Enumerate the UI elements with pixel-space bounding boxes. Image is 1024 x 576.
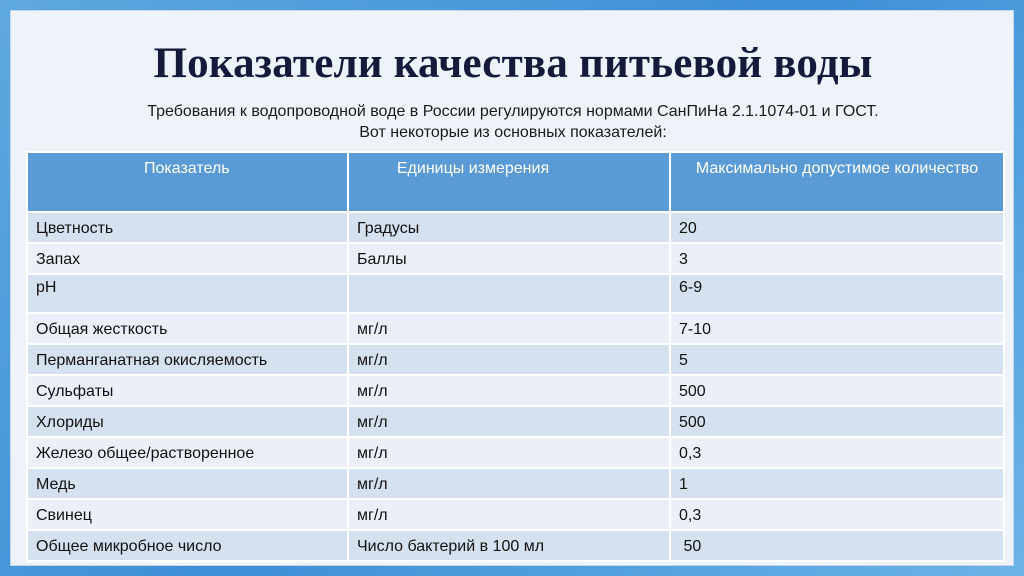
table-row	[27, 344, 1004, 375]
cell-max: 500	[670, 406, 1004, 437]
cell-units: Баллы	[348, 243, 670, 274]
table-row	[27, 468, 1004, 499]
cell-indicator: Сульфаты	[27, 375, 348, 406]
table-header-row	[27, 152, 1004, 212]
cell-max: 500	[670, 375, 1004, 406]
table-row	[27, 406, 1004, 437]
table-row	[27, 313, 1004, 344]
cell-indicator: Запах	[27, 243, 348, 274]
cell-indicator: Медь	[27, 468, 348, 499]
cell-max: 3	[670, 243, 1004, 274]
cell-units	[348, 274, 670, 313]
cell-indicator: pH	[27, 274, 348, 313]
table-row	[27, 530, 1004, 561]
cell-units: мг/л	[348, 344, 670, 375]
cell-max: 20	[670, 212, 1004, 243]
cell-max: 1	[670, 468, 1004, 499]
cell-units: мг/л	[348, 313, 670, 344]
cell-units: Число бактерий в 100 мл	[348, 530, 670, 561]
cell-indicator: Хлориды	[27, 406, 348, 437]
cell-units: мг/л	[348, 499, 670, 530]
cell-units: мг/л	[348, 437, 670, 468]
table-row	[27, 437, 1004, 468]
cell-units: Градусы	[348, 212, 670, 243]
subtitle-line-2: Вот некоторые из основных показателей:	[359, 124, 667, 141]
cell-indicator: Железо общее/растворенное	[27, 437, 348, 468]
cell-max: 5	[670, 344, 1004, 375]
cell-indicator: Общая жесткость	[27, 313, 348, 344]
subtitle-line-1: Требования к водопроводной воде в России регулируются нормами СанПиНа 2.1.1074-01 и ГОСТ.	[147, 103, 879, 120]
water-quality-table	[26, 151, 1005, 562]
cell-max: 7-10	[670, 313, 1004, 344]
cell-indicator: Свинец	[27, 499, 348, 530]
cell-units: мг/л	[348, 468, 670, 499]
cell-units: мг/л	[348, 375, 670, 406]
header-max-amount: Максимально допустимое количество	[670, 152, 1004, 212]
cell-max: 50	[670, 530, 1004, 561]
table-row	[27, 243, 1004, 274]
page-title: Показатели качества питьевой воды	[153, 40, 873, 87]
table-row	[27, 212, 1004, 243]
table-row	[27, 274, 1004, 313]
cell-max: 0,3	[670, 437, 1004, 468]
cell-units: мг/л	[348, 406, 670, 437]
cell-indicator: Общее микробное число	[27, 530, 348, 561]
table-row	[27, 375, 1004, 406]
cell-indicator: Перманганатная окисляемость	[27, 344, 348, 375]
cell-max: 6-9	[670, 274, 1004, 313]
table-row	[27, 499, 1004, 530]
cell-indicator: Цветность	[27, 212, 348, 243]
subtitle	[11, 101, 1015, 143]
header-units: Единицы измерения	[348, 152, 670, 212]
cell-max: 0,3	[670, 499, 1004, 530]
header-indicator: Показатель	[27, 152, 348, 212]
